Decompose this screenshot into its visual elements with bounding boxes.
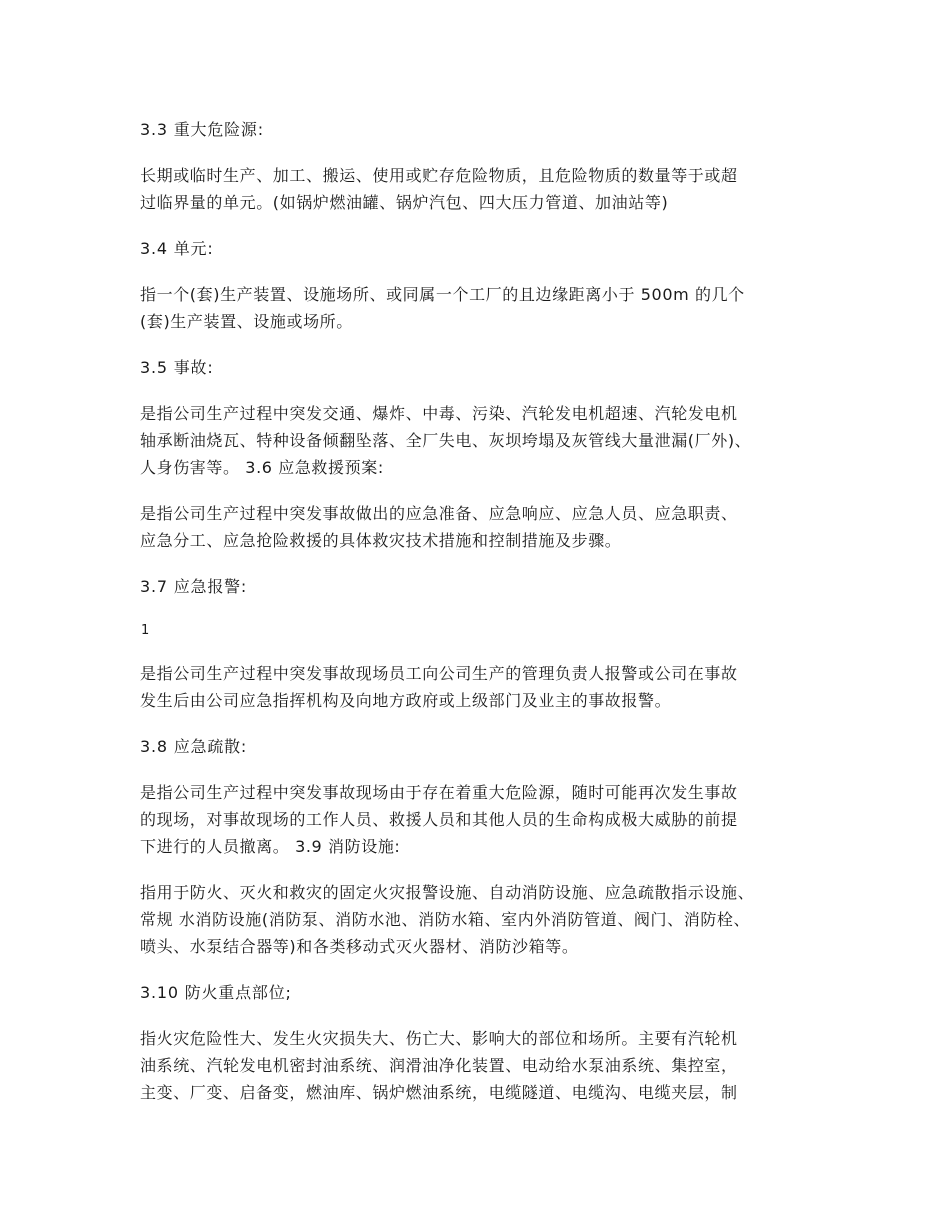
paragraph-line: 是指公司生产过程中突发事故做出的应急准备、应急响应、应急人员、应急职责、 [140, 504, 738, 523]
paragraph-line: 是指公司生产过程中突发交通、爆炸、中毒、污染、汽轮发电机超速、汽轮发电机 [140, 404, 738, 423]
paragraph-line: 是指公司生产过程中突发事故现场由于存在着重大危险源，随时可能再次发生事故 [140, 783, 738, 802]
paragraph-line: 油系统、汽轮发电机密封油系统、润滑油净化装置、电动给水泵油系统、集控室， [140, 1056, 738, 1075]
paragraph-line-with-heading-3-9: 下进行的人员撤离。 3.9 消防设施: [140, 837, 401, 856]
paragraph-line: (套)生产装置、设施或场所。 [140, 312, 353, 331]
paragraph-line: 的现场，对事故现场的工作人员、救援人员和其他人员的生命构成极大威胁的前提 [140, 810, 738, 829]
paragraph-line: 常规 水消防设施(消防泵、消防水池、消防水箱、室内外消防管道、阀门、消防栓、 [140, 910, 751, 929]
paragraph-line-with-heading-3-6: 人身伤害等。 3.6 应急救援预案: [140, 458, 384, 477]
paragraph-line: 应急分工、应急抢险救援的具体救灾技术措施和控制措施及步骤。 [140, 531, 622, 550]
paragraph-line: 是指公司生产过程中突发事故现场员工向公司生产的管理负责人报警或公司在事故 [140, 664, 738, 683]
paragraph-line: 指火灾危险性大、发生火灾损失大、伤亡大、影响大的部位和场所。主要有汽轮机 [140, 1029, 738, 1048]
paragraph-line: 指一个(套)生产装置、设施场所、或同属一个工厂的且边缘距离小于 500m 的几个 [140, 285, 745, 304]
section-heading-3-5: 3.5 事故: [140, 358, 214, 377]
paragraph-line: 指用于防火、灭火和救灾的固定火灾报警设施、自动消防设施、应急疏散指示设施、 [140, 883, 755, 902]
paragraph-line: 喷头、水泵结合器等)和各类移动式灭火器材、消防沙箱等。 [140, 937, 579, 956]
paragraph-line: 轴承断油烧瓦、特种设备倾翻坠落、全厂失电、灰坝垮塌及灰管线大量泄漏(厂外)、 [140, 431, 752, 450]
section-heading-3-10: 3.10 防火重点部位; [140, 983, 292, 1002]
section-heading-3-8: 3.8 应急疏散: [140, 737, 248, 756]
paragraph-line: 主变、厂变、启备变，燃油库、锅炉燃油系统，电缆隧道、电缆沟、电缆夹层，制 [140, 1083, 738, 1102]
section-heading-3-4: 3.4 单元: [140, 239, 214, 258]
paragraph-line: 长期或临时生产、加工、搬运、使用或贮存危险物质，且危险物质的数量等于或超 [140, 166, 738, 185]
paragraph-line: 过临界量的单元。(如锅炉燃油罐、锅炉汽包、四大压力管道、加油站等) [140, 193, 669, 212]
section-heading-3-3: 3.3 重大危险源: [140, 120, 264, 139]
paragraph-line: 发生后由公司应急指挥机构及向地方政府或上级部门及业主的事故报警。 [140, 691, 672, 710]
page-number: 1 [141, 623, 150, 638]
section-heading-3-7: 3.7 应急报警: [140, 577, 248, 596]
